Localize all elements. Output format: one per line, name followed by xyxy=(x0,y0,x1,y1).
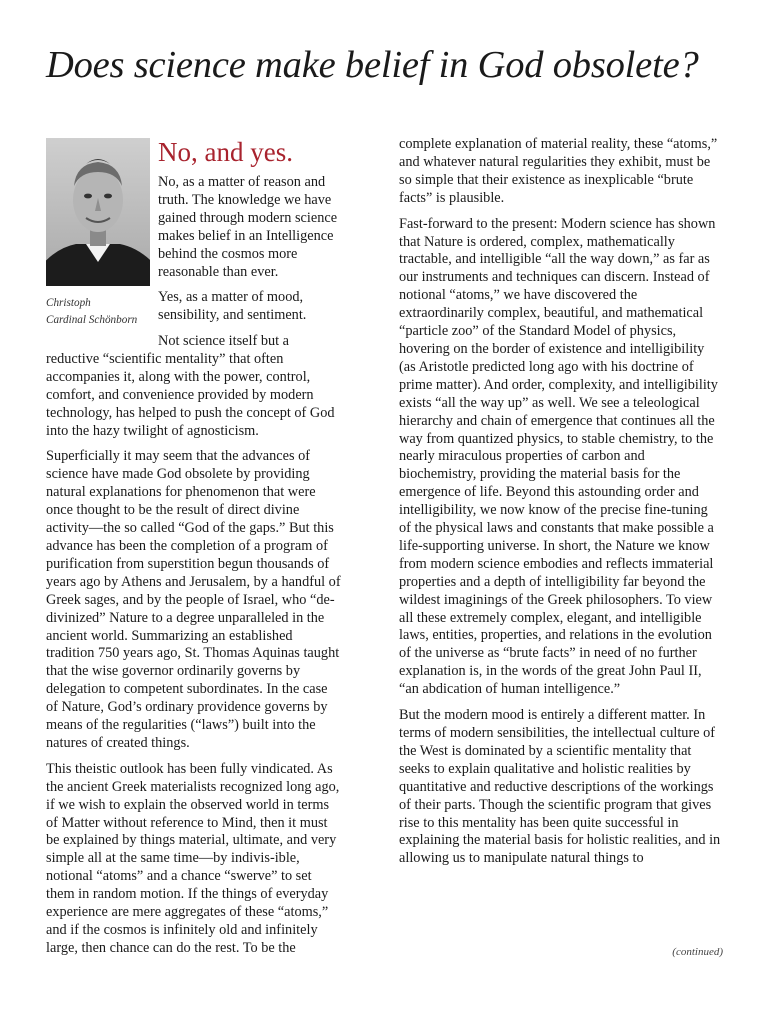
intro-paragraph-1: No, as a matter of reason and truth. The knowledge we have gained through modern science makes belief in an Intelligence behind the cosmos more reasonable than ever. xyxy=(158,174,338,280)
paragraph-2-continued: Not science itself but a reductive “scientific mentality” that often accompanies it, along with the power, control, comfort, and convenience provided by modern technology, has helped to push the concept of God into the hazy twilight of agnosticism. xyxy=(46,333,335,439)
right-paragraph-3: But the modern mood is entirely a different matter. In terms of modern sensibilities, the intellectual culture of the West is dominated by a scientific mentality that seeks to explain qualitative and holistic realities by quantitative and reductive descriptions of the workings of their parts. Though the scientific program that gives rise to this mentality has been quite successful in explaining the material basis for holistic realities, and in allowing us to manipulate natural things to xyxy=(399,707,721,867)
page-title: Does science make belief in God obsolete? xyxy=(46,44,699,86)
paragraph-4: This theistic outlook has been fully vindicated. As the ancient Greek materialists recognized long ago, if we wish to explain the observed world in terms of Matter without reference to Mind, then it must be explained by things material, ultimate, and very simple all at the same time—by indivis-ible, notional “atoms” and a chance “swerve” to set them in random motion. If the things of everyday experience are mere aggregates of these “atoms,” and if the cosmos is infinitely old and infinitely large, then chance can do the rest. To be the xyxy=(46,760,340,956)
caption-first-name: Christoph xyxy=(46,297,91,309)
subhead: No, and yes. xyxy=(158,137,293,167)
caption-title-name: Cardinal Schönborn xyxy=(46,314,138,326)
paragraph-3: Superficially it may seem that the advances of science have made God obsolete by providing natural explanations for phenomenon that were once thought to be the result of direct divine activity—the so called “God of the gaps.” But this advance has been the completion of a program of purification from superstition begun thousands of years ago by Athens and Jerusalem, by a handful of Greek sages, and by the people of Israel, who “de-divinized” Nature to a degree unparalleled in the ancient world. Summarizing an established tradition 750 years ago, St. Thomas Aquinas taught that the wise governor ordinarily governs by delegation to competent subordinates. In the case of Nature, God’s ordinary providence governs by means of the regularities (“laws”) built into the natures of created things. xyxy=(46,448,341,751)
portrait-caption xyxy=(46,295,156,329)
right-paragraph-1: complete explanation of material reality, these “atoms,” and whatever natural regularities they exhibit, must be so simple that their existence as inexplicable “brute facts” is plausible. xyxy=(399,136,718,206)
left-body xyxy=(46,333,342,966)
intro-text xyxy=(158,173,342,324)
intro-paragraph-2: Yes, as a matter of mood, sensibility, and sentiment. xyxy=(158,289,307,323)
continued-label: (continued) xyxy=(672,946,723,958)
right-column xyxy=(399,136,723,876)
right-paragraph-2: Fast-forward to the present: Modern science has shown that Nature is ordered, complex, mathematically tractable, and intelligible “all the way down,” as far as our instruments and techniques can discern. Instead of notional “atoms,” we have discovered the extraordinarily complex, beautiful, and mathematical “particle zoo” of the Standard Model of physics, hovering on the border of existence and intelligibility (as Aristotle predicted long ago with his doctrine of prime matter). And order, complexity, and intelligibility exists “all the way up” as well. We see a teleological hierarchy and chain of emergence that continues all the way from quantized physics, to stable chemistry, to the nearly miraculous properties of carbon and biochemistry, providing the material basis for the emergence of life. Beyond this astounding order and intelligibility, we now know of the precise fine-tuning of the physical laws and constants that make possible a life-supporting universe. In short, the Nature we know from modern science embodies and reflects immaterial properties and a depth of intelligibility far beyond the wildest imaginings of the Greek philosophers. To view all these extremely complex, elegant, and intelligible laws, entities, properties, and relations in the evolution of the universe as “brute facts” in need of no further explanation is, in the words of the great John Paul II, “an abdication of human intelligence.” xyxy=(399,215,718,698)
portrait-photo xyxy=(46,138,150,286)
